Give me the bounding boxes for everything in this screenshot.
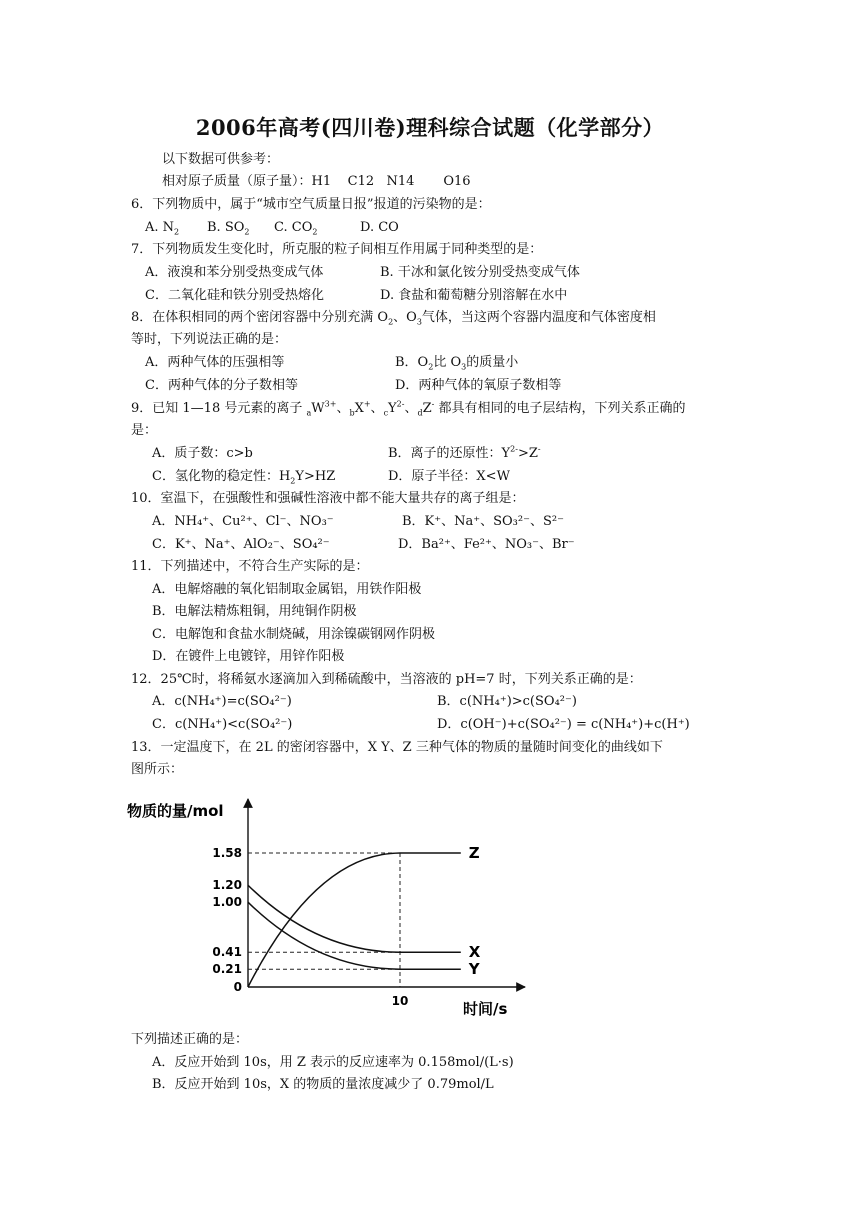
q6-option-b: B. $SO_2$ (207, 220, 250, 237)
y-tick-label: 1.20 (212, 878, 242, 893)
q12-option-b: B．c(NH₄⁺)>c(SO₄²⁻) (437, 694, 577, 709)
y-tick-label: 1.00 (212, 895, 242, 910)
exam-title: 2006年高考(四川卷)理科综合试题（化学部分） (195, 115, 665, 140)
q6-stem: 6．下列物质中，属于“城市空气质量日报”报道的污染物的是： (131, 197, 491, 212)
chart-axes (248, 799, 525, 987)
q10-option-a: A．NH₄⁺、Cu²⁺、Cl⁻、NO₃⁻ (152, 514, 334, 529)
q13-chart (125, 784, 545, 1024)
q6-option-a: A. $N_2$ (145, 220, 180, 237)
intro-line-1: 以下数据可供参考： (162, 152, 280, 167)
series-x-label: X (468, 943, 481, 962)
y-tick-label: 0.21 (212, 962, 242, 977)
q13-stem-cont: 图所示： (131, 762, 184, 777)
y-tick-label: 0.41 (212, 945, 242, 960)
q13-question: 下列描述正确的是： (131, 1032, 249, 1047)
q7-option-a: A．液溴和苯分别受热变成气体 (145, 265, 324, 280)
q12-option-a: A．c(NH₄⁺)=c(SO₄²⁻) (152, 694, 292, 709)
q7-option-d: D. 食盐和葡萄糖分别溶解在水中 (380, 288, 568, 303)
q10-option-c: C．K⁺、Na⁺、AlO₂⁻、SO₄²⁻ (152, 537, 330, 552)
q9-option-d: D．原子半径：X<W (388, 469, 510, 484)
q12-option-c: C．c(NH₄⁺)<c(SO₄²⁻) (152, 717, 293, 732)
q8-option-d: D．两种气体的氧原子数相等 (395, 378, 562, 393)
q7-option-c: C．二氧化硅和铁分别受热熔化 (145, 288, 324, 303)
q6-option-c: C. $CO_2$ (274, 220, 318, 237)
q11-option-a: A．电解熔融的氧化铝制取金属铝，用铁作阳极 (152, 582, 422, 597)
series-z-label: Z (468, 844, 480, 862)
chart-ylabel: 物质的量/mol (127, 802, 224, 820)
q10-stem: 10．室温下，在强酸性和强碱性溶液中都不能大量共存的离子组是： (131, 491, 525, 506)
q8-option-c: C．两种气体的分子数相等 (145, 378, 298, 393)
intro-line-2: 相对原子质量（原子量）：H1 C12 N14 O16 (162, 174, 471, 189)
y-tick-label: 0 (233, 980, 242, 994)
q11-option-b: B．电解法精炼粗铜，用纯铜作阴极 (152, 604, 357, 619)
x-tick-label: 10 (391, 994, 409, 1008)
q13-option-a: A．反应开始到 10s，用 Z 表示的反应速率为 0.158mol/(L·s) (152, 1055, 514, 1070)
q9-option-a: A．质子数：c>b (152, 446, 253, 461)
q13-option-b: B．反应开始到 10s，X 的物质的量浓度减少了 0.79mol/L (152, 1077, 494, 1092)
q8-option-a: A．两种气体的压强相等 (145, 355, 285, 370)
q11-option-d: D．在镀件上电镀锌，用锌作阳极 (152, 649, 345, 664)
q7-stem: 7．下列物质发生变化时，所克服的粒子间相互作用属于同种类型的是： (131, 242, 543, 257)
chart-ticks (212, 846, 408, 1008)
q8-option-b: B．$O_2$比 $O_3$的质量小 (395, 355, 519, 372)
q9-stem: 9．已知 1—18 号元素的离子 $_aW^{3+}$、$_b$X+、$_cY^{2-}$、$_d$Z- 都具有相同的电子层结构，下列关系正确的 (131, 399, 686, 418)
q12-option-d: D．c(OH⁻)+c(SO₄²⁻) = c(NH₄⁺)+c(H⁺) (437, 717, 690, 732)
q8-stem: 8．在体积相同的两个密闭容器中分别充满 $O_2$、$O_3$气体，当这两个容器内温度和气体密度相 (131, 310, 656, 327)
q13-stem: 13．一定温度下，在 2L 的密闭容器中，X Y、Z 三种气体的物质的量随时间变化的曲线如下 (131, 740, 663, 755)
q11-stem: 11．下列描述中，不符合生产实际的是： (131, 559, 369, 574)
chart-series (248, 844, 481, 987)
q12-stem: 12．25℃时，将稀氨水逐滴加入到稀硫酸中，当溶液的 pH=7 时，下列关系正确的是： (131, 672, 642, 687)
q11-option-c: C．电解饱和食盐水制烧碱，用涂镍碳钢网作阴极 (152, 627, 435, 642)
q9-option-c: C．氢化物的稳定性：$H_2Y>HZ$ (152, 469, 336, 486)
chart-guides (248, 853, 400, 987)
chart-xlabel: 时间/s (463, 1000, 508, 1018)
q10-option-d: D．Ba²⁺、Fe²⁺、NO₃⁻、Br⁻ (398, 537, 575, 552)
q8-stem-cont: 等时，下列说法正确的是： (131, 332, 288, 347)
series-z-line (248, 853, 461, 987)
q10-option-b: B．K⁺、Na⁺、SO₃²⁻、S²⁻ (402, 514, 564, 529)
q7-option-b: B. 干冰和氯化铵分别受热变成气体 (380, 265, 580, 280)
series-x-line (248, 885, 461, 952)
q9-stem-cont: 是： (131, 423, 158, 438)
y-tick-label: 1.58 (212, 846, 242, 860)
series-y-label: Y (468, 960, 480, 979)
q6-option-d: D. CO (360, 220, 399, 235)
q9-option-b: B．离子的还原性：$Y^{2-}>Z^-$ (388, 444, 541, 461)
